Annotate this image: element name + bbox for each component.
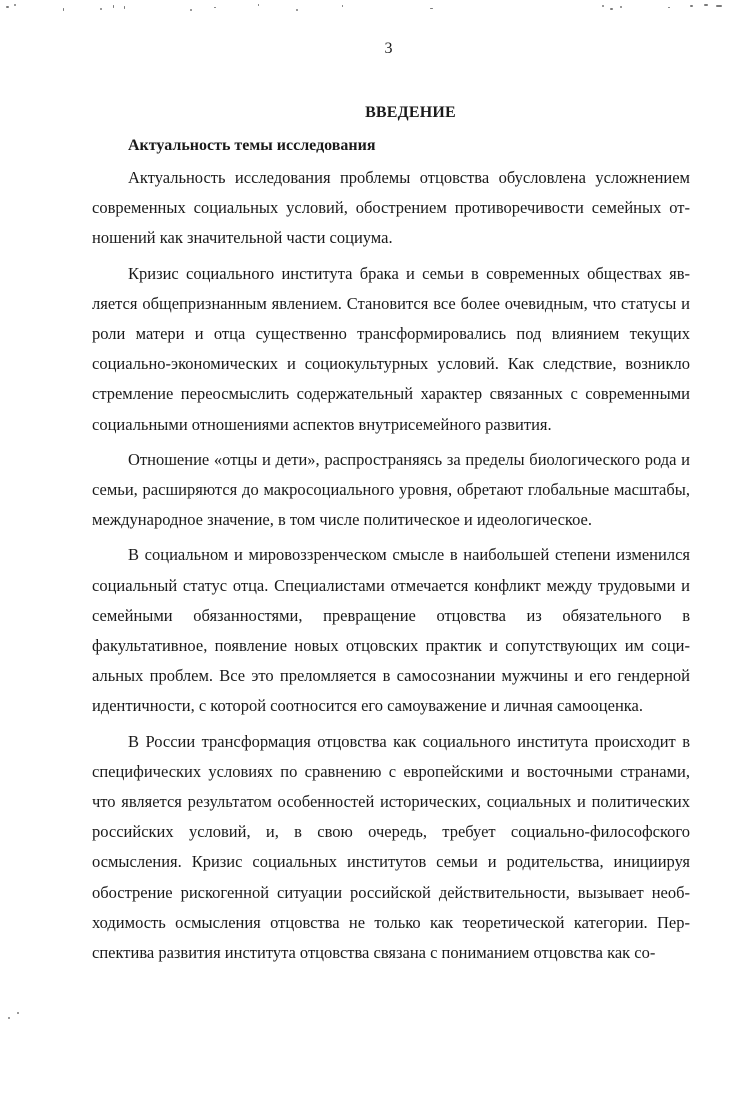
scan-speck — [100, 8, 102, 10]
scan-speck — [258, 4, 259, 6]
paragraph: В социальном и мировоззренческом смысле в наибольшей степени изменился социальный статус отца. Специалистами отмечается конфликт между трудовыми и семейными обязанностями, превращение отцовства из обязательного в факультативное, появление новых отцовских практик и сопутствующих им социальных проблем. Все это преломляется в самосознании мужчины и его гендерной идентичности, с которой соотносится его самоуважение и личная самооценка. — [92, 545, 690, 716]
scan-speck — [668, 7, 670, 8]
scan-speck — [704, 4, 708, 6]
subheading: Актуальность темы исследования — [128, 137, 376, 154]
scan-speck — [430, 8, 433, 9]
scan-speck — [14, 4, 16, 6]
scan-speck — [690, 5, 693, 7]
scan-speck — [716, 5, 722, 7]
paragraph: Кризис социального института брака и семьи в современных обществах является общепризнанным явлением. Становится все более очевидным, что статусы и роли матери и отца существенно трансформировались под влиянием текущих социально-экономических и социокультурных условий. Как следствие, возникло стремление переосмыслить содержательный характер связанных с современными социальными отношениями аспектов внутрисемейного развития. — [92, 263, 690, 434]
scan-speck — [113, 5, 114, 8]
paragraph: В России трансформация отцовства как социального института происходит в специфических условиях по сравнению с европейскими и восточными странами, что является результатом особенностей исторических, социальных и политических российских условий, и, в свою очередь, требует социально-философского осмысления. Кризис социальных институтов семьи и родительства, инициируя обострение рискогенной ситуации российской действительности, вызывает необходимость осмысления отцовства не только как теоретической категории. Перспектива развития института отцовства связана с пониманием отцовства как со- — [92, 731, 690, 963]
scan-speck — [602, 5, 604, 7]
scan-speck — [63, 8, 64, 11]
section-title: ВВЕДЕНИЕ — [365, 104, 456, 121]
paragraph: Отношение «отцы и дети», распространяясь за пределы биологического рода и семьи, расширяются до макросоциального уровня, обретают глобальные масштабы, международное значение, в том числе политическое и идеологическое. — [92, 449, 690, 530]
page-number: 3 — [384, 40, 393, 57]
scan-speck — [6, 6, 9, 8]
scan-speck — [610, 8, 613, 10]
scan-speck — [620, 6, 622, 8]
scan-speck — [124, 6, 125, 9]
scan-speck — [190, 9, 192, 11]
scan-speck — [214, 7, 216, 8]
body-text — [92, 163, 690, 973]
scan-speck — [17, 1012, 19, 1014]
scan-speck — [8, 1017, 10, 1019]
paragraph: Актуальность исследования проблемы отцовства обусловлена усложнением современных социальных условий, обострением противоречивости семейных отношений как значительной части социума. — [92, 168, 690, 248]
scan-speck — [342, 5, 343, 7]
scan-speck — [296, 9, 298, 11]
